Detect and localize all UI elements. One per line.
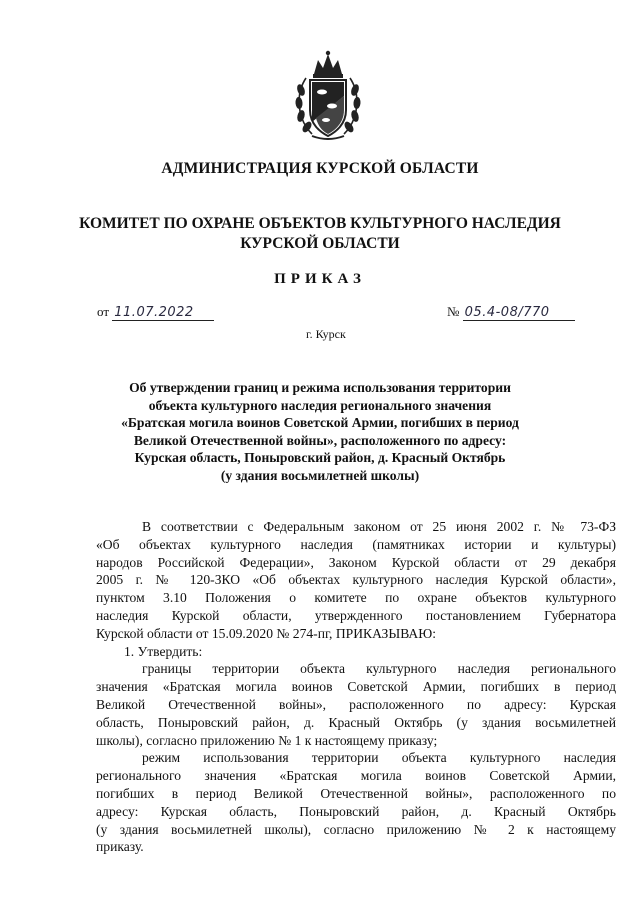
body-line: народов Российской Федерации», Законом Курской области от 29 декабря [96, 554, 616, 570]
committee-title-line: КУРСКОЙ ОБЛАСТИ [240, 235, 400, 252]
kursk-region-coat-of-arms-icon [292, 48, 364, 144]
body-line: Великой Отечественной войны», расположенного по адресу: Курская [96, 696, 616, 712]
body-line: погибших в период Великой Отечественной войны», расположенного по [96, 785, 616, 801]
body-line: приказу. [96, 839, 144, 855]
coat-of-arms [292, 48, 364, 144]
number-value: 05.4-08/770 [464, 305, 550, 320]
date-underline [112, 304, 214, 321]
subject-line: (у здания восьмилетней школы) [220, 467, 420, 483]
body-line: область, Поныровский район, д. Красный Октябрь (у здания восьмилетней [96, 714, 616, 730]
body-line: пунктом 3.10 Положения о комитете по охране объектов культурного [96, 590, 616, 606]
order-date [97, 304, 214, 321]
body-line: (у здания восьмилетней школы), согласно приложению № 2 к настоящему [96, 821, 616, 837]
number-prefix: № [447, 304, 460, 319]
body-line: 2005 г. № 120-ЗКО «Об объектах культурного наследия Курской области», [96, 572, 616, 588]
organization-title: АДМИНИСТРАЦИЯ КУРСКОЙ ОБЛАСТИ [161, 160, 479, 177]
body-line: адресу: Курская область, Поныровский район, д. Красный Октябрь [96, 803, 616, 819]
body-line: значения «Братская могила воинов Советской Армии, погибших в период [96, 679, 616, 695]
list-item: 1. Утвердить: [124, 643, 203, 659]
document-type: ПРИКАЗ [274, 271, 366, 287]
committee-title-line: КОМИТЕТ ПО ОХРАНЕ ОБЪЕКТОВ КУЛЬТУРНОГО НАСЛЕДИЯ [79, 215, 561, 232]
body-line: границы территории объекта культурного наследия регионального [142, 661, 616, 677]
body-line: Курской области от 15.09.2020 № 274-пг, ПРИКАЗЫВАЮ: [96, 625, 437, 641]
subject-line: Великой Отечественной войны», расположенного по адресу: [133, 432, 507, 448]
body-line: В соответствии с Федеральным законом от 25 июня 2002 г. № 73-ФЗ [142, 519, 616, 534]
body-line: наследия Курской области, утвержденного постановлением Губернатора [96, 607, 616, 623]
body-line: «Об объектах культурного наследия (памятниках истории и культуры) [96, 536, 616, 552]
body-line: режим использования территории объекта культурного наследия [142, 750, 616, 766]
body-line: регионального значения «Братская могила воинов Советской Армии, [96, 768, 616, 784]
subject-line: Курская область, Поныровский район, д. Красный Октябрь [134, 450, 506, 466]
body-line: школы), согласно приложению № 1 к настоящему приказу; [96, 732, 438, 748]
subject-line: объекта культурного наследия регионального значения [148, 397, 492, 413]
order-number [447, 304, 575, 321]
number-underline [463, 304, 575, 321]
city: г. Курск [306, 327, 346, 341]
date-prefix: от [97, 304, 110, 319]
subject-line: «Братская могила воинов Советской Армии, погибших в период [121, 415, 519, 431]
committee-title [0, 214, 640, 254]
subject-line: Об утверждении границ и режима использования территории [129, 380, 511, 395]
date-value: 11.07.2022 [114, 305, 194, 320]
order-subject [0, 379, 640, 485]
order-body [96, 518, 616, 856]
